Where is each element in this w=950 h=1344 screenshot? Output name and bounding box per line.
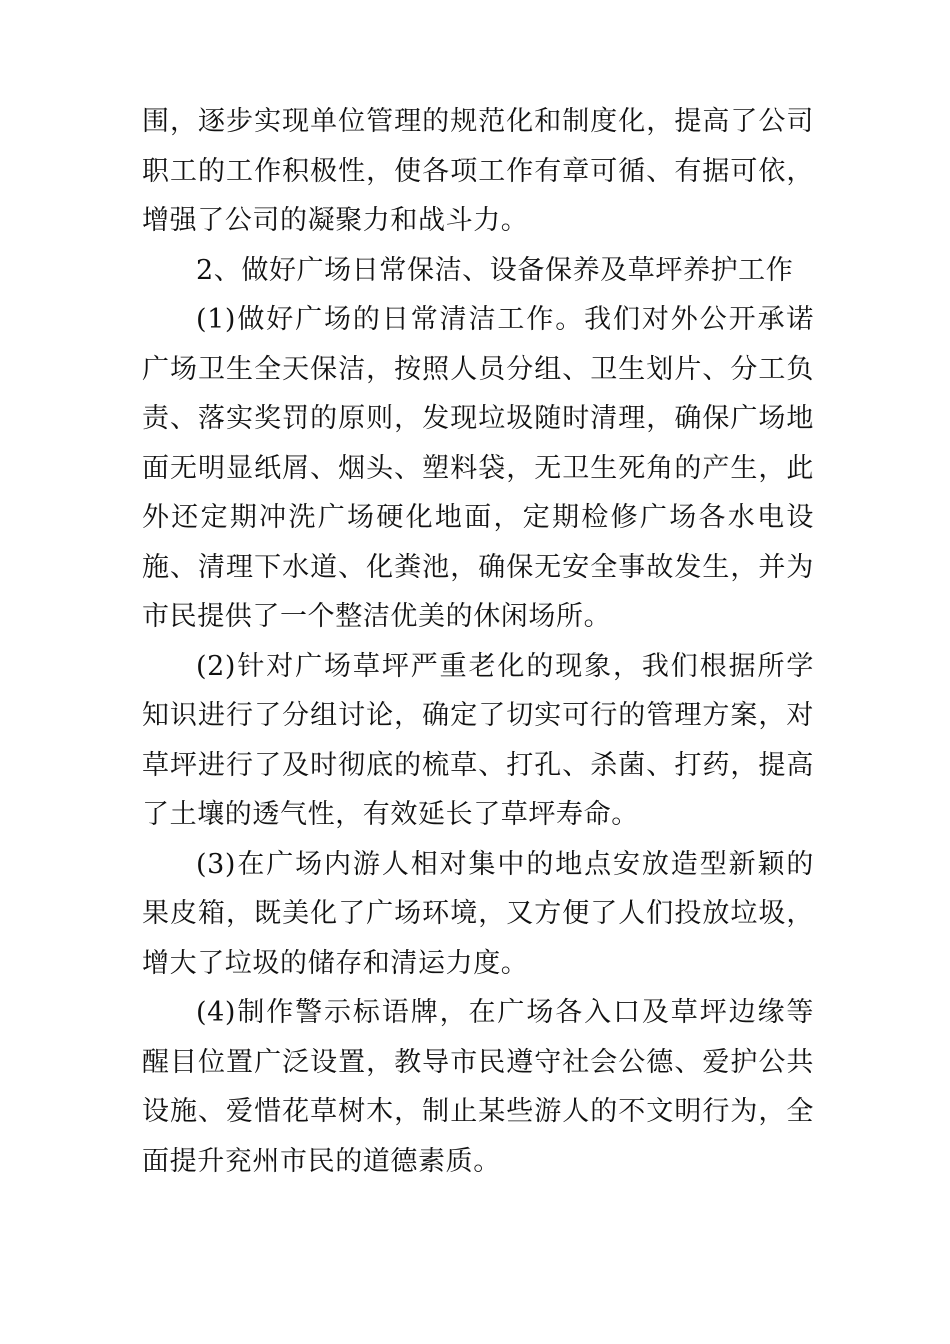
paragraph-item-1: (1)做好广场的日常清洁工作。我们对外公开承诺广场卫生全天保洁，按照人员分组、卫生划片、分工负责、落实奖罚的原则，发现垃圾随时清理，确保广场地面无明显纸屑、烟头、塑料袋，无卫生死角的产生，此外还定期冲洗广场硬化地面，定期检修广场各水电设施、清理下水道、化粪池，确保无安全事故发生，并为市民提供了一个整洁优美的休闲场所。 bbox=[142, 304, 814, 632]
paragraph-item-2: (2)针对广场草坪严重老化的现象，我们根据所学知识进行了分组讨论，确定了切实可行的管理方案，对草坪进行了及时彻底的梳草、打孔、杀菌、打药，提高了土壤的透气性，有效延长了草坪寿命。 bbox=[142, 650, 814, 830]
document-body bbox=[142, 97, 814, 1186]
paragraph-item-3: (3)在广场内游人相对集中的地点安放造型新颖的果皮箱，既美化了广场环境，又方便了人们投放垃圾，增大了垃圾的储存和清运力度。 bbox=[142, 848, 814, 979]
section-heading: 2、做好广场日常保洁、设备保养及草坪养护工作 bbox=[196, 254, 794, 286]
paragraph-continuation: 围，逐步实现单位管理的规范化和制度化，提高了公司职工的工作积极性，使各项工作有章可循、有据可依，增强了公司的凝聚力和战斗力。 bbox=[142, 106, 814, 236]
paragraph-item-4: (4)制作警示标语牌，在广场各入口及草坪边缘等醒目位置广泛设置，教导市民遵守社会公德、爱护公共设施、爱惜花草树木，制止某些游人的不文明行为，全面提升兖州市民的道德素质。 bbox=[142, 997, 814, 1177]
